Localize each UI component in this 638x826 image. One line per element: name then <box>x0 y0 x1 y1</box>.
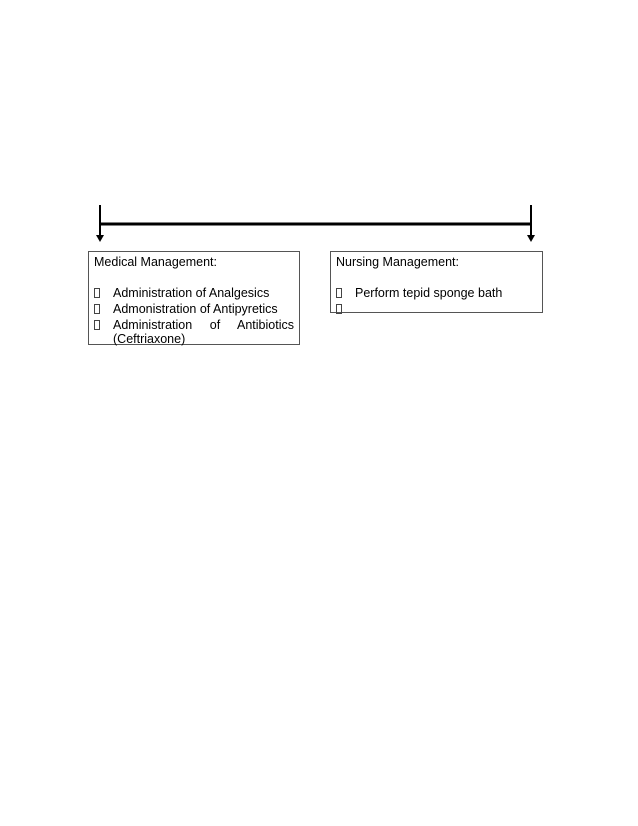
bullet-icon <box>336 304 342 314</box>
medical-item-antipyretics: Admonistration of Antipyretics <box>113 301 278 316</box>
medical-item-antibiotics: Administration of Antibiotics <box>113 317 294 332</box>
nursing-item-sponge-bath: Perform tepid sponge bath <box>355 285 503 300</box>
nursing-management-title: Nursing Management: <box>336 255 459 269</box>
left-arrowhead <box>96 235 104 242</box>
nursing-management-box <box>330 251 543 313</box>
medical-item-analgesics: Administration of Analgesics <box>113 285 270 300</box>
nursing-management-list <box>336 286 537 316</box>
medical-management-title: Medical Management: <box>94 255 217 269</box>
medical-management-box <box>88 251 300 345</box>
list-item <box>336 286 537 301</box>
list-item <box>94 286 294 301</box>
list-item <box>94 302 294 317</box>
medical-item-antibiotics-detail: (Ceftriaxone) <box>113 332 186 346</box>
bullet-icon <box>336 288 342 298</box>
medical-management-list <box>94 286 294 347</box>
bullet-icon <box>94 320 100 330</box>
list-item <box>336 302 537 316</box>
bullet-icon <box>94 288 100 298</box>
list-item <box>94 318 294 347</box>
right-arrowhead <box>527 235 535 242</box>
bullet-icon <box>94 304 100 314</box>
